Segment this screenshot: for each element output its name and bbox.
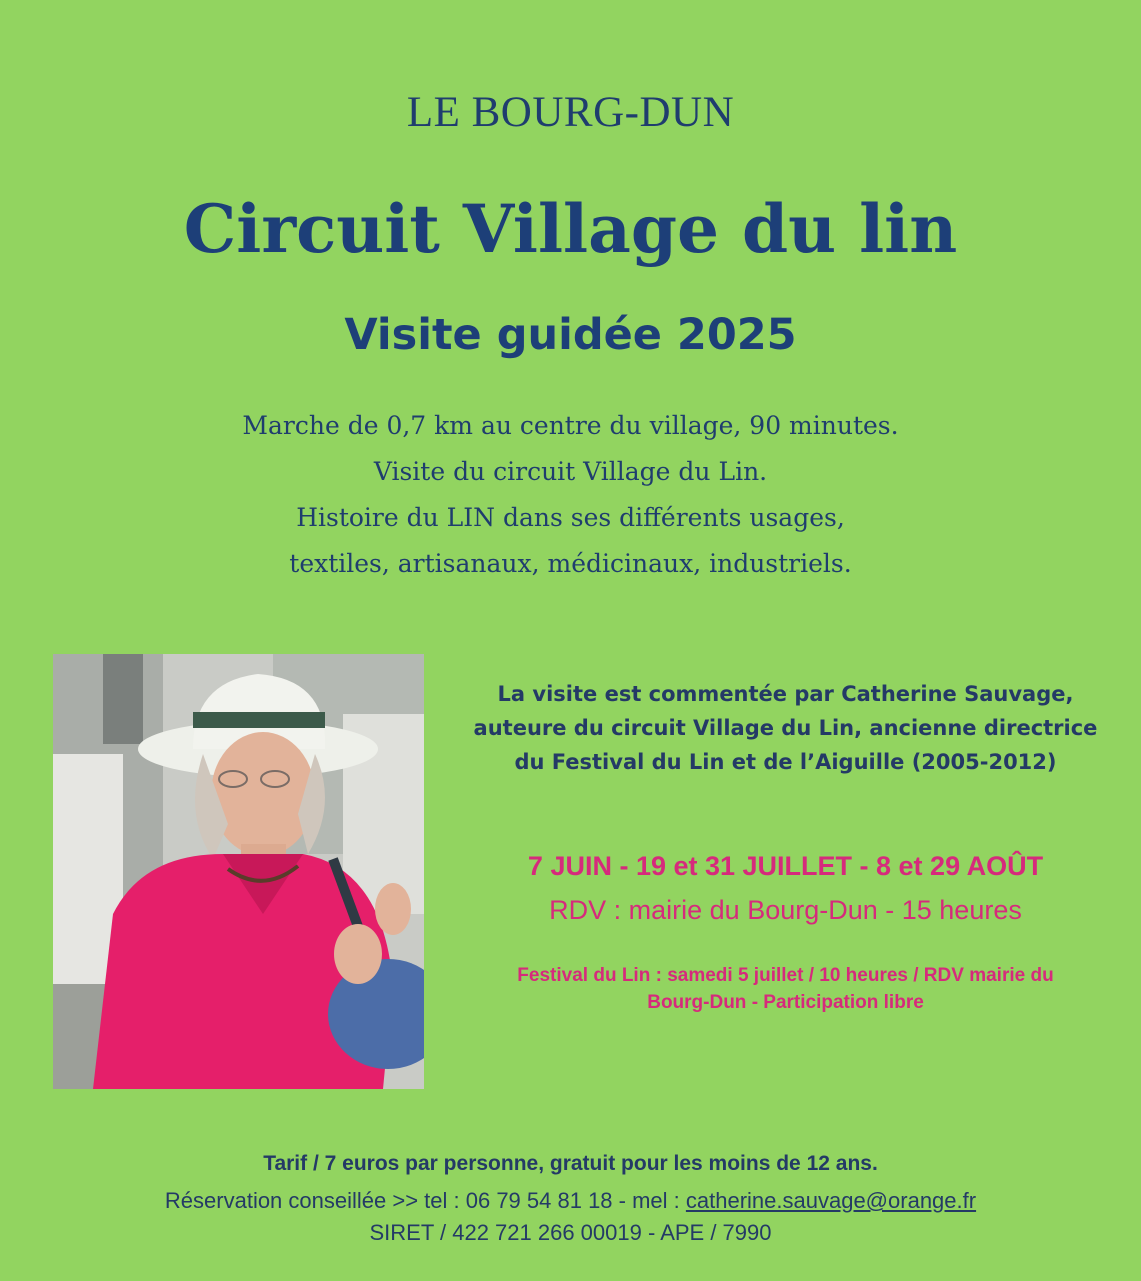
meeting-point: RDV : mairie du Bourg-Dun - 15 heures [549,895,1022,925]
description [0,403,1141,587]
guide-line: auteure du circuit Village du Lin, ancienne directrice [473,716,1098,740]
siret-info: SIRET / 422 721 266 00019 - APE / 7990 [369,1220,772,1245]
description-line: Visite du circuit Village du Lin. [373,457,768,486]
guide-description [430,677,1141,779]
reservation-info [0,1188,1141,1214]
guide-line: du Festival du Lin et de l’Aiguille (2005-2012) [514,750,1057,774]
visit-dates: 7 JUIN - 19 et 31 JUILLET - 8 et 29 AOÛT [527,851,1044,881]
description-line: Histoire du LIN dans ses différents usages, [296,503,845,532]
guide-line: La visite est commentée par Catherine Sauvage, [497,682,1074,706]
guide-photo [53,654,424,1089]
page-title: Circuit Village du lin [183,190,958,268]
email-link[interactable]: catherine.sauvage@orange.fr [685,1188,977,1213]
description-line: Marche de 0,7 km au centre du village, 90 minutes. [242,411,899,440]
town-name: LE BOURG-DUN [406,89,735,136]
festival-line: Bourg-Dun - Participation libre [647,992,924,1013]
festival-note [430,962,1141,1016]
reservation-text: Réservation conseillée >> tel : 06 79 54 81 18 - mel : [164,1188,686,1213]
price-info: Tarif / 7 euros par personne, gratuit pour les moins de 12 ans. [263,1152,878,1175]
festival-line: Festival du Lin : samedi 5 juillet / 10 heures / RDV mairie du [517,965,1054,986]
page-subtitle: Visite guidée 2025 [344,310,797,360]
description-line: textiles, artisanaux, médicinaux, industriels. [289,549,852,578]
